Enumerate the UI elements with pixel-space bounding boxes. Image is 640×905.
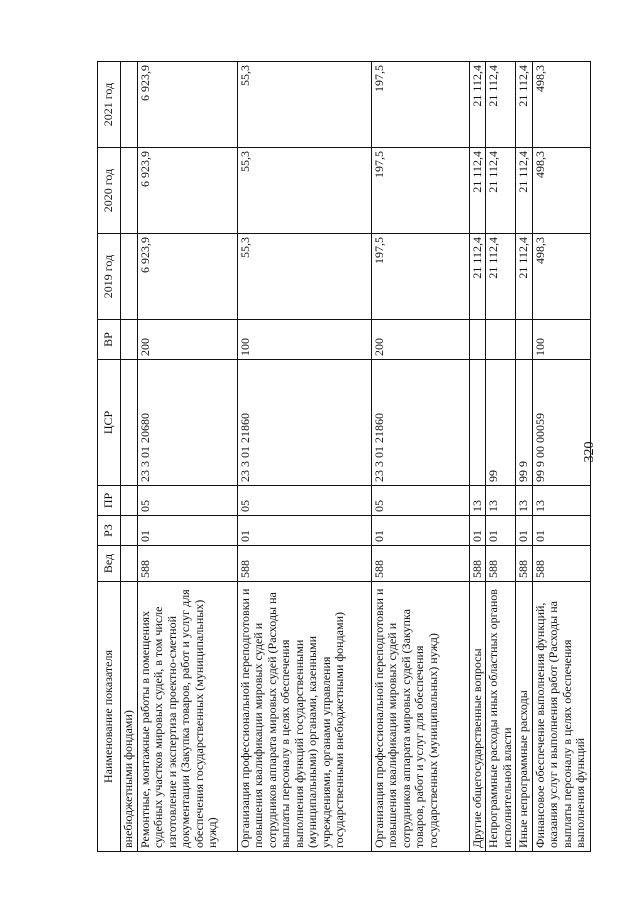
row-2019: 197,5 <box>372 234 470 320</box>
table-row <box>372 62 470 852</box>
row-2019: 55,3 <box>238 234 372 320</box>
row-2021: 21 112,4 <box>516 62 532 148</box>
row-pr: 13 <box>532 486 590 516</box>
row-2020: 55,3 <box>238 148 372 234</box>
row-ved: 588 <box>532 546 590 582</box>
row-rz: 01 <box>138 516 238 546</box>
col-header-2020: 2020 год <box>98 148 121 234</box>
row-ved: 588 <box>470 546 486 582</box>
table-row <box>486 62 516 852</box>
row-2019: 498,3 <box>532 234 590 320</box>
continuation-text: внебюджетными фондами) <box>121 582 138 852</box>
col-header-csr: ЦСР <box>98 360 121 486</box>
row-ved: 588 <box>486 546 516 582</box>
row-rz: 01 <box>470 516 486 546</box>
col-header-2019: 2019 год <box>98 234 121 320</box>
row-2021: 21 112,4 <box>486 62 516 148</box>
row-csr: 23 3 01 21860 <box>238 360 372 486</box>
row-pr: 05 <box>238 486 372 516</box>
budget-table <box>97 61 591 852</box>
row-2021: 55,3 <box>238 62 372 148</box>
row-2021: 498,3 <box>532 62 590 148</box>
row-rz: 01 <box>372 516 470 546</box>
row-rz: 01 <box>238 516 372 546</box>
row-ved: 588 <box>138 546 238 582</box>
row-2019: 21 112,4 <box>486 234 516 320</box>
table-row <box>238 62 372 852</box>
table-row <box>532 62 590 852</box>
row-vr: 100 <box>532 320 590 360</box>
row-name: Другие общегосударственные вопросы <box>470 582 486 852</box>
col-header-rz: РЗ <box>98 516 121 546</box>
row-pr: 13 <box>486 486 516 516</box>
row-csr <box>470 360 486 486</box>
row-vr: 200 <box>372 320 470 360</box>
continuation-row <box>121 62 138 852</box>
row-csr: 99 <box>486 360 516 486</box>
row-csr: 99 9 00 00059 <box>532 360 590 486</box>
row-2020: 21 112,4 <box>470 148 486 234</box>
row-pr: 05 <box>372 486 470 516</box>
col-header-ved: Вед <box>98 546 121 582</box>
row-name: Организация профессиональной переподготовки и повышения квалификации мировых судей и сотрудников аппарата мировых судей (Расходы на выплаты персоналу в целях обеспечения выполнения функций государственными (муниципальными) органами, казенными учреждениями, органами управления государственными внебюджетными фондами) <box>238 582 372 852</box>
row-2020: 21 112,4 <box>486 148 516 234</box>
row-csr: 23 3 01 20680 <box>138 360 238 486</box>
row-rz: 01 <box>516 516 532 546</box>
row-vr: 100 <box>238 320 372 360</box>
page-number: 320 <box>582 441 597 463</box>
col-header-vr: ВР <box>98 320 121 360</box>
row-2019: 21 112,4 <box>516 234 532 320</box>
row-name: Непрограммные расходы иных областных органов исполнительной власти <box>486 582 516 852</box>
table-row <box>516 62 532 852</box>
table-header-row <box>98 62 121 852</box>
row-2021: 21 112,4 <box>470 62 486 148</box>
row-ved: 588 <box>516 546 532 582</box>
row-name: Ремонтные, монтажные работы в помещениях судебных участков мировых судей, в том числе изготовление и экспертиза проектно-сметной документации (Закупка товаров, работ и услуг для обеспечения государственных (муниципальных) нужд) <box>138 582 238 852</box>
row-ved: 588 <box>372 546 470 582</box>
row-2021: 6 923,9 <box>138 62 238 148</box>
row-rz: 01 <box>486 516 516 546</box>
row-2019: 6 923,9 <box>138 234 238 320</box>
row-vr <box>516 320 532 360</box>
row-csr: 23 3 01 21860 <box>372 360 470 486</box>
col-header-2021: 2021 год <box>98 62 121 148</box>
row-2020: 498,3 <box>532 148 590 234</box>
table-row <box>138 62 238 852</box>
table-container <box>97 62 588 852</box>
row-pr: 13 <box>516 486 532 516</box>
col-header-name: Наименование показателя <box>98 582 121 852</box>
row-name: Финансовое обеспечение выполнения функций, оказания услуг и выполнения работ (Расходы на выплаты персоналу в целях обеспечения выполнения функций <box>532 582 590 852</box>
row-2020: 197,5 <box>372 148 470 234</box>
row-vr: 200 <box>138 320 238 360</box>
row-2021: 197,5 <box>372 62 470 148</box>
row-name: Организация профессиональной переподготовки и повышения квалификации мировых судей и сотрудников аппарата мировых судей (Закупка товаров, работ и услуг для обеспечения государственных (муниципальных) нужд) <box>372 582 470 852</box>
row-rz: 01 <box>532 516 590 546</box>
row-pr: 05 <box>138 486 238 516</box>
row-pr: 13 <box>470 486 486 516</box>
row-csr: 99 9 <box>516 360 532 486</box>
row-vr <box>486 320 516 360</box>
row-ved: 588 <box>238 546 372 582</box>
row-2019: 21 112,4 <box>470 234 486 320</box>
row-2020: 6 923,9 <box>138 148 238 234</box>
row-2020: 21 112,4 <box>516 148 532 234</box>
row-vr <box>470 320 486 360</box>
col-header-pr: ПР <box>98 486 121 516</box>
table-row <box>470 62 486 852</box>
row-name: Иные непрограммные расходы <box>516 582 532 852</box>
